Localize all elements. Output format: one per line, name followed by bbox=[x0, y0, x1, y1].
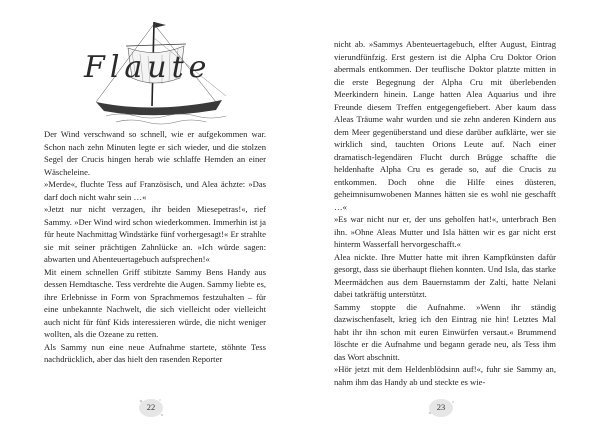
page-number-badge bbox=[426, 395, 456, 421]
paragraph: Sammy stoppte die Aufnahme. »Wenn ihr ständig dazwischenfaselt, krieg ich den Eintrag nie hin! Letztes Mal habt ihr ihn schon mit euren Einwürfen versaut.« Brummend löschte er die Aufnahme und begann gerade neu, als Tess ihm das Wort abschnitt. bbox=[334, 301, 556, 362]
paragraph: »Jetzt nur nicht verzagen, ihr beiden Miesepetras!«, rief Sammy. »Der Wind wird schon wiederkommen. Immerhin ist ja für heute Nachmittag Windstärke fünf vorhergesagt!« Er strahlte sie mit seiner prächtigen Zahnlücke an. »Ich würde sagen: abwarten und Abenteuertagebuch aufsprechen!« bbox=[44, 204, 266, 264]
chapter-title: Flaute bbox=[84, 50, 212, 85]
right-page bbox=[300, 0, 600, 434]
left-page-body bbox=[44, 128, 266, 366]
right-page-body bbox=[334, 38, 556, 388]
paragraph: »Es war nicht nur er, der uns geholfen hat!«, unterbrach Ben ihn. »Ohne Aleas Mutter und Isla hätten wir es gar nicht erst hinterm Wasserfall hervorgeschafft.« bbox=[334, 214, 556, 249]
paragraph: »Hör jetzt mit dem Heldenblödsinn auf!«, fuhr sie Sammy an, nahm ihm das Handy ab und steckte es wie- bbox=[334, 364, 556, 387]
page-number: 23 bbox=[436, 402, 446, 412]
paragraph: Mit einem schnellen Griff stibitzte Sammy Bens Handy aus dessen Hemdtasche. Tess verdrehte die Augen. Sammy liebte es, ihre Erlebnisse in Form von Sprachmemos festzuhalten – für eine unbekannte Nachwelt, die sich vielleicht oder vielleicht auch nicht für fünf Kids interessieren würde, die nicht weniger wollten, als die Ozeane zu retten. bbox=[44, 266, 266, 339]
paragraph: Der Wind verschwand so schnell, wie er aufgekommen war. Schon nach zehn Minuten legte er sich wieder, und die stolzen Segel der Crucis hingen herab wie schlaffe Hemden an einer Wäscheleine. bbox=[44, 129, 266, 177]
page-number: 22 bbox=[146, 402, 156, 412]
paragraph: Als Sammy nun eine neue Aufnahme startete, stöhnte Tess nachdrücklich, aber das hielt den rasenden Reporter bbox=[44, 341, 266, 364]
paragraph: »Merde«, fluchte Tess auf Französisch, und Alea ächzte: »Das darf doch nicht wahr sein …« bbox=[44, 179, 266, 202]
paragraph: Alea nickte. Ihre Mutter hatte mit ihren Kampfkünsten dafür gesorgt, dass sie überhaupt fliehen konnten. Und Isla, das starke Meermädchen aus dem Bauernstamm der Zalti, hatte Nelani dabei tatkräftig unterstützt. bbox=[334, 251, 556, 299]
page-number-badge bbox=[136, 395, 166, 421]
paragraph: nicht ab. »Sammys Abenteuertagebuch, elfter August, Eintrag vierundfünfzig. Erst gestern ist die Alpha Cru Doktor Orion abermals entkommen. Der teuflische Doktor platzte mitten in die erste Begegnung der Alpha Cru mit überlebenden Meerkindern hinein. Lange hatten Alea Aquarius und ihre Freunde diesem Treffen entgegengefiebert. Aber kaum dass Aleas Träume wahr wurden und sie zehn anderen Kindern aus dem Meer gegenüberstand und diese darüber aufklärte, wer sie wirklich sind, tauchten Orions Leute auf. Nach einer dramatisch-legendären Flucht durch Brügge schaffte die heldenhafte Alpha Cru es gerade so, auf die Crucis zu entkommen. Doch ohne die Hilfe eines düsteren, geheimnisumwobenen Mannes hätten sie es wohl nie geschafft …« bbox=[334, 39, 556, 212]
